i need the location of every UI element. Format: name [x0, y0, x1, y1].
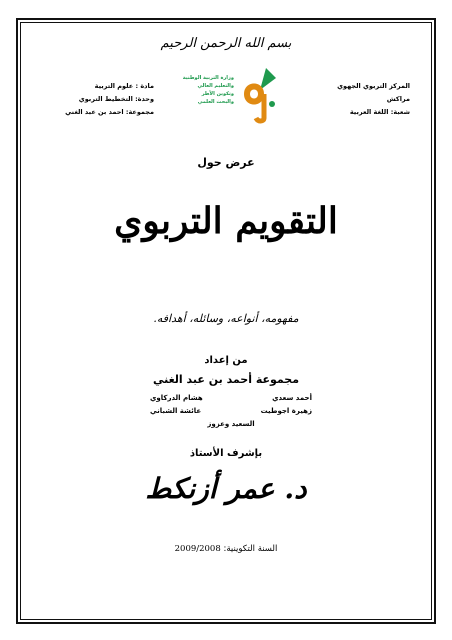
ministry-name: وزارة التربية الوطنية والتعليم العالي وتكوين الأطر والبحث العلمي [182, 75, 234, 105]
presentation-label: عرض حول [197, 156, 255, 169]
header-unit: وحدة: التخطيط التربوي [78, 95, 154, 103]
member-name: هشام الدركاوي [150, 394, 203, 402]
professor-name: د. عمر أزنكط [145, 472, 307, 505]
page-subtitle: مفهومه، أنواعه، وسائله، أهدافه. [153, 312, 299, 325]
member-name: أحمد سعدي [272, 394, 312, 402]
academic-year [0, 544, 452, 554]
header-subject: مادة : علوم التربية [94, 82, 154, 90]
header-department: شعبة: اللغة العربية [349, 108, 410, 116]
member-name: زهيرة اجوطيت [260, 407, 312, 415]
page-title: التقويم التربوي [114, 200, 338, 242]
academic-year-label: السنة التكوينية: [223, 544, 278, 554]
members-list [150, 392, 312, 431]
members-row [150, 392, 312, 405]
supervision-label: بإشرف الأستاذ [189, 448, 263, 459]
prepared-by-label: من إعداد [204, 355, 248, 366]
members-row [150, 405, 312, 418]
member-name: عائشة الشباني [150, 407, 202, 415]
member-name: السعيد وعزوز [207, 420, 255, 428]
header-group: مجموعة: احمد بن عبد الغني [65, 108, 154, 116]
group-name: مجموعة أحمد بن عبد الغني [152, 373, 300, 386]
basmala: بسم الله الرحمن الرحيم [160, 36, 292, 51]
ministry-emblem-icon [236, 64, 284, 126]
header-institution-name: المركز التربوي الجهوي [337, 82, 410, 90]
academic-year-value: 2009/2008 [174, 544, 221, 554]
header-city: مراكش [386, 95, 410, 103]
header-course [34, 80, 154, 119]
header-institution [300, 80, 410, 119]
ministry-logo [174, 64, 284, 126]
